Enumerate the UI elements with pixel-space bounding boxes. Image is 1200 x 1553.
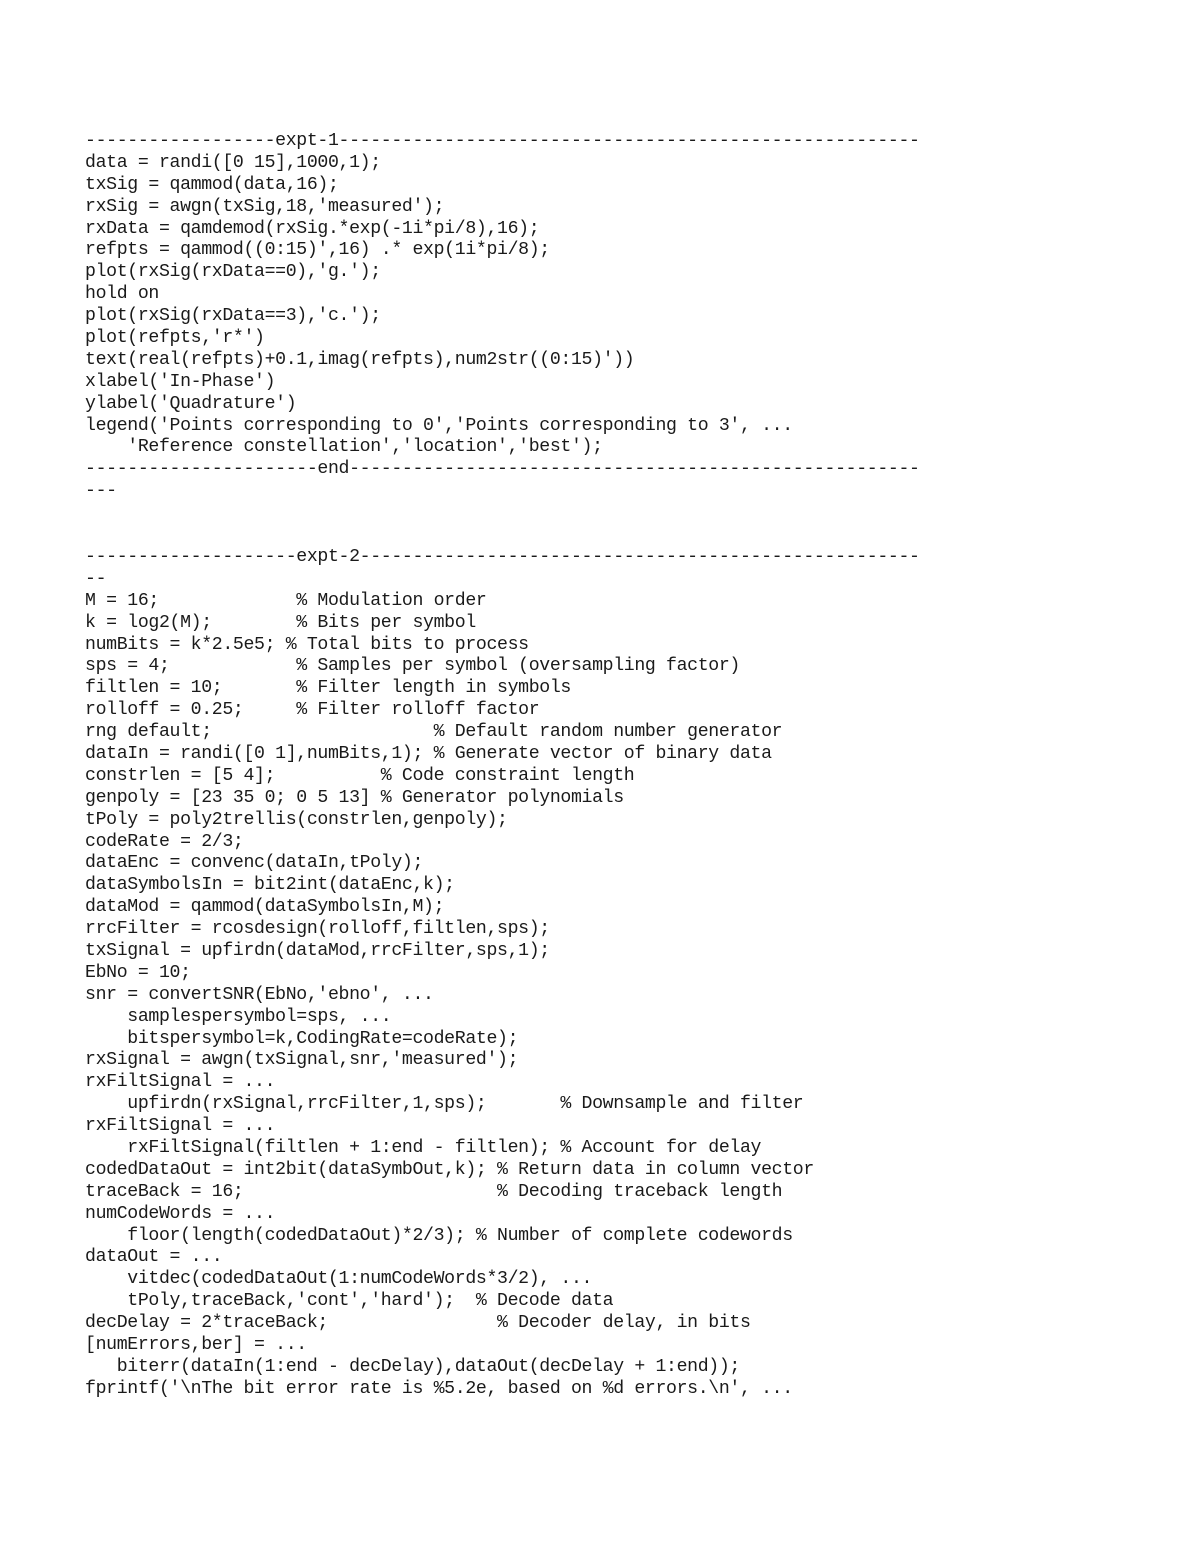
- expt-2-code-block: [85, 547, 1185, 1401]
- code-line: plot(refpts,'r*'): [85, 328, 265, 349]
- code-line: tPoly = poly2trellis(constrlen,genpoly);: [85, 809, 508, 830]
- code-line: floor(length(codedDataOut)*2/3); % Number of complete codewords: [85, 1225, 793, 1246]
- code-line: dataIn = randi([0 1],numBits,1); % Generate vector of binary data: [85, 743, 772, 764]
- code-line: EbNo = 10;: [85, 962, 191, 983]
- code-line: biterr(dataIn(1:end - decDelay),dataOut(decDelay + 1:end));: [85, 1356, 740, 1377]
- code-line: ---: [85, 481, 117, 502]
- code-line: M = 16; % Modulation order: [85, 590, 487, 611]
- code-line: refpts = qammod((0:15)',16) .* exp(1i*pi/8);: [85, 240, 550, 261]
- code-line: k = log2(M); % Bits per symbol: [85, 612, 476, 633]
- code-line: vitdec(codedDataOut(1:numCodeWords*3/2), ...: [85, 1269, 593, 1290]
- code-line: data = randi([0 15],1000,1);: [85, 152, 381, 173]
- code-line: filtlen = 10; % Filter length in symbols: [85, 678, 571, 699]
- code-line: genpoly = [23 35 0; 0 5 13] % Generator polynomials: [85, 787, 624, 808]
- code-line: dataMod = qammod(dataSymbolsIn,M);: [85, 897, 445, 918]
- code-line: fprintf('\nThe bit error rate is %5.2e, based on %d errors.\n', ...: [85, 1378, 793, 1399]
- code-line: codedDataOut = int2bit(dataSymbOut,k); % Return data in column vector: [85, 1159, 814, 1180]
- code-line: numBits = k*2.5e5; % Total bits to process: [85, 634, 529, 655]
- code-line: txSignal = upfirdn(dataMod,rrcFilter,sps,1);: [85, 940, 550, 961]
- code-line: legend('Points corresponding to 0','Points corresponding to 3', ...: [85, 415, 793, 436]
- code-line: codeRate = 2/3;: [85, 831, 244, 852]
- code-line: rxSignal = awgn(txSignal,snr,'measured');: [85, 1050, 519, 1071]
- code-line: upfirdn(rxSignal,rrcFilter,1,sps); % Downsample and filter: [85, 1094, 804, 1115]
- code-line: text(real(refpts)+0.1,imag(refpts),num2str((0:15)')): [85, 349, 635, 370]
- code-line: sps = 4; % Samples per symbol (oversampling factor): [85, 656, 740, 677]
- code-line: ylabel('Quadrature'): [85, 393, 297, 414]
- code-line: ------------------expt-1-------------------------------------------------------: [85, 131, 920, 151]
- code-line: plot(rxSig(rxData==3),'c.');: [85, 306, 381, 327]
- code-line: decDelay = 2*traceBack; % Decoder delay, in bits: [85, 1313, 751, 1334]
- code-line: rng default; % Default random number generator: [85, 722, 783, 743]
- code-line: 'Reference constellation','location','best');: [85, 437, 603, 458]
- code-line: rxData = qamdemod(rxSig.*exp(-1i*pi/8),16);: [85, 218, 540, 239]
- code-line: dataEnc = convenc(dataIn,tPoly);: [85, 853, 424, 874]
- code-line: [numErrors,ber] = ...: [85, 1335, 307, 1355]
- code-line: constrlen = [5 4]; % Code constraint length: [85, 765, 635, 786]
- code-line: xlabel('In-Phase'): [85, 371, 276, 392]
- code-line: rxFiltSignal = ...: [85, 1116, 276, 1137]
- code-line: rrcFilter = rcosdesign(rolloff,filtlen,sps);: [85, 919, 550, 940]
- document-page: [85, 131, 1185, 1401]
- code-line: ----------------------end------------------------------------------------------: [85, 459, 920, 480]
- code-line: txSig = qammod(data,16);: [85, 174, 339, 195]
- code-line: numCodeWords = ...: [85, 1203, 276, 1224]
- code-line: rxFiltSignal = ...: [85, 1072, 276, 1093]
- code-line: samplespersymbol=sps, ...: [85, 1006, 392, 1027]
- code-line: --------------------expt-2-----------------------------------------------------: [85, 546, 920, 567]
- code-line: snr = convertSNR(EbNo,'ebno', ...: [85, 984, 434, 1005]
- code-line: --: [85, 568, 107, 589]
- section-gap: [85, 503, 1185, 547]
- expt-1-code-block: [85, 131, 1185, 503]
- code-line: tPoly,traceBack,'cont','hard'); % Decode data: [85, 1291, 614, 1312]
- code-line: hold on: [85, 284, 159, 305]
- code-line: rxFiltSignal(filtlen + 1:end - filtlen); % Account for delay: [85, 1137, 762, 1158]
- code-line: rxSig = awgn(txSig,18,'measured');: [85, 196, 445, 217]
- code-line: bitspersymbol=k,CodingRate=codeRate);: [85, 1028, 519, 1049]
- code-line: rolloff = 0.25; % Filter rolloff factor: [85, 700, 540, 721]
- code-line: dataOut = ...: [85, 1247, 223, 1268]
- code-line: dataSymbolsIn = bit2int(dataEnc,k);: [85, 875, 455, 896]
- code-line: plot(rxSig(rxData==0),'g.');: [85, 262, 381, 283]
- code-line: traceBack = 16; % Decoding traceback length: [85, 1181, 783, 1202]
